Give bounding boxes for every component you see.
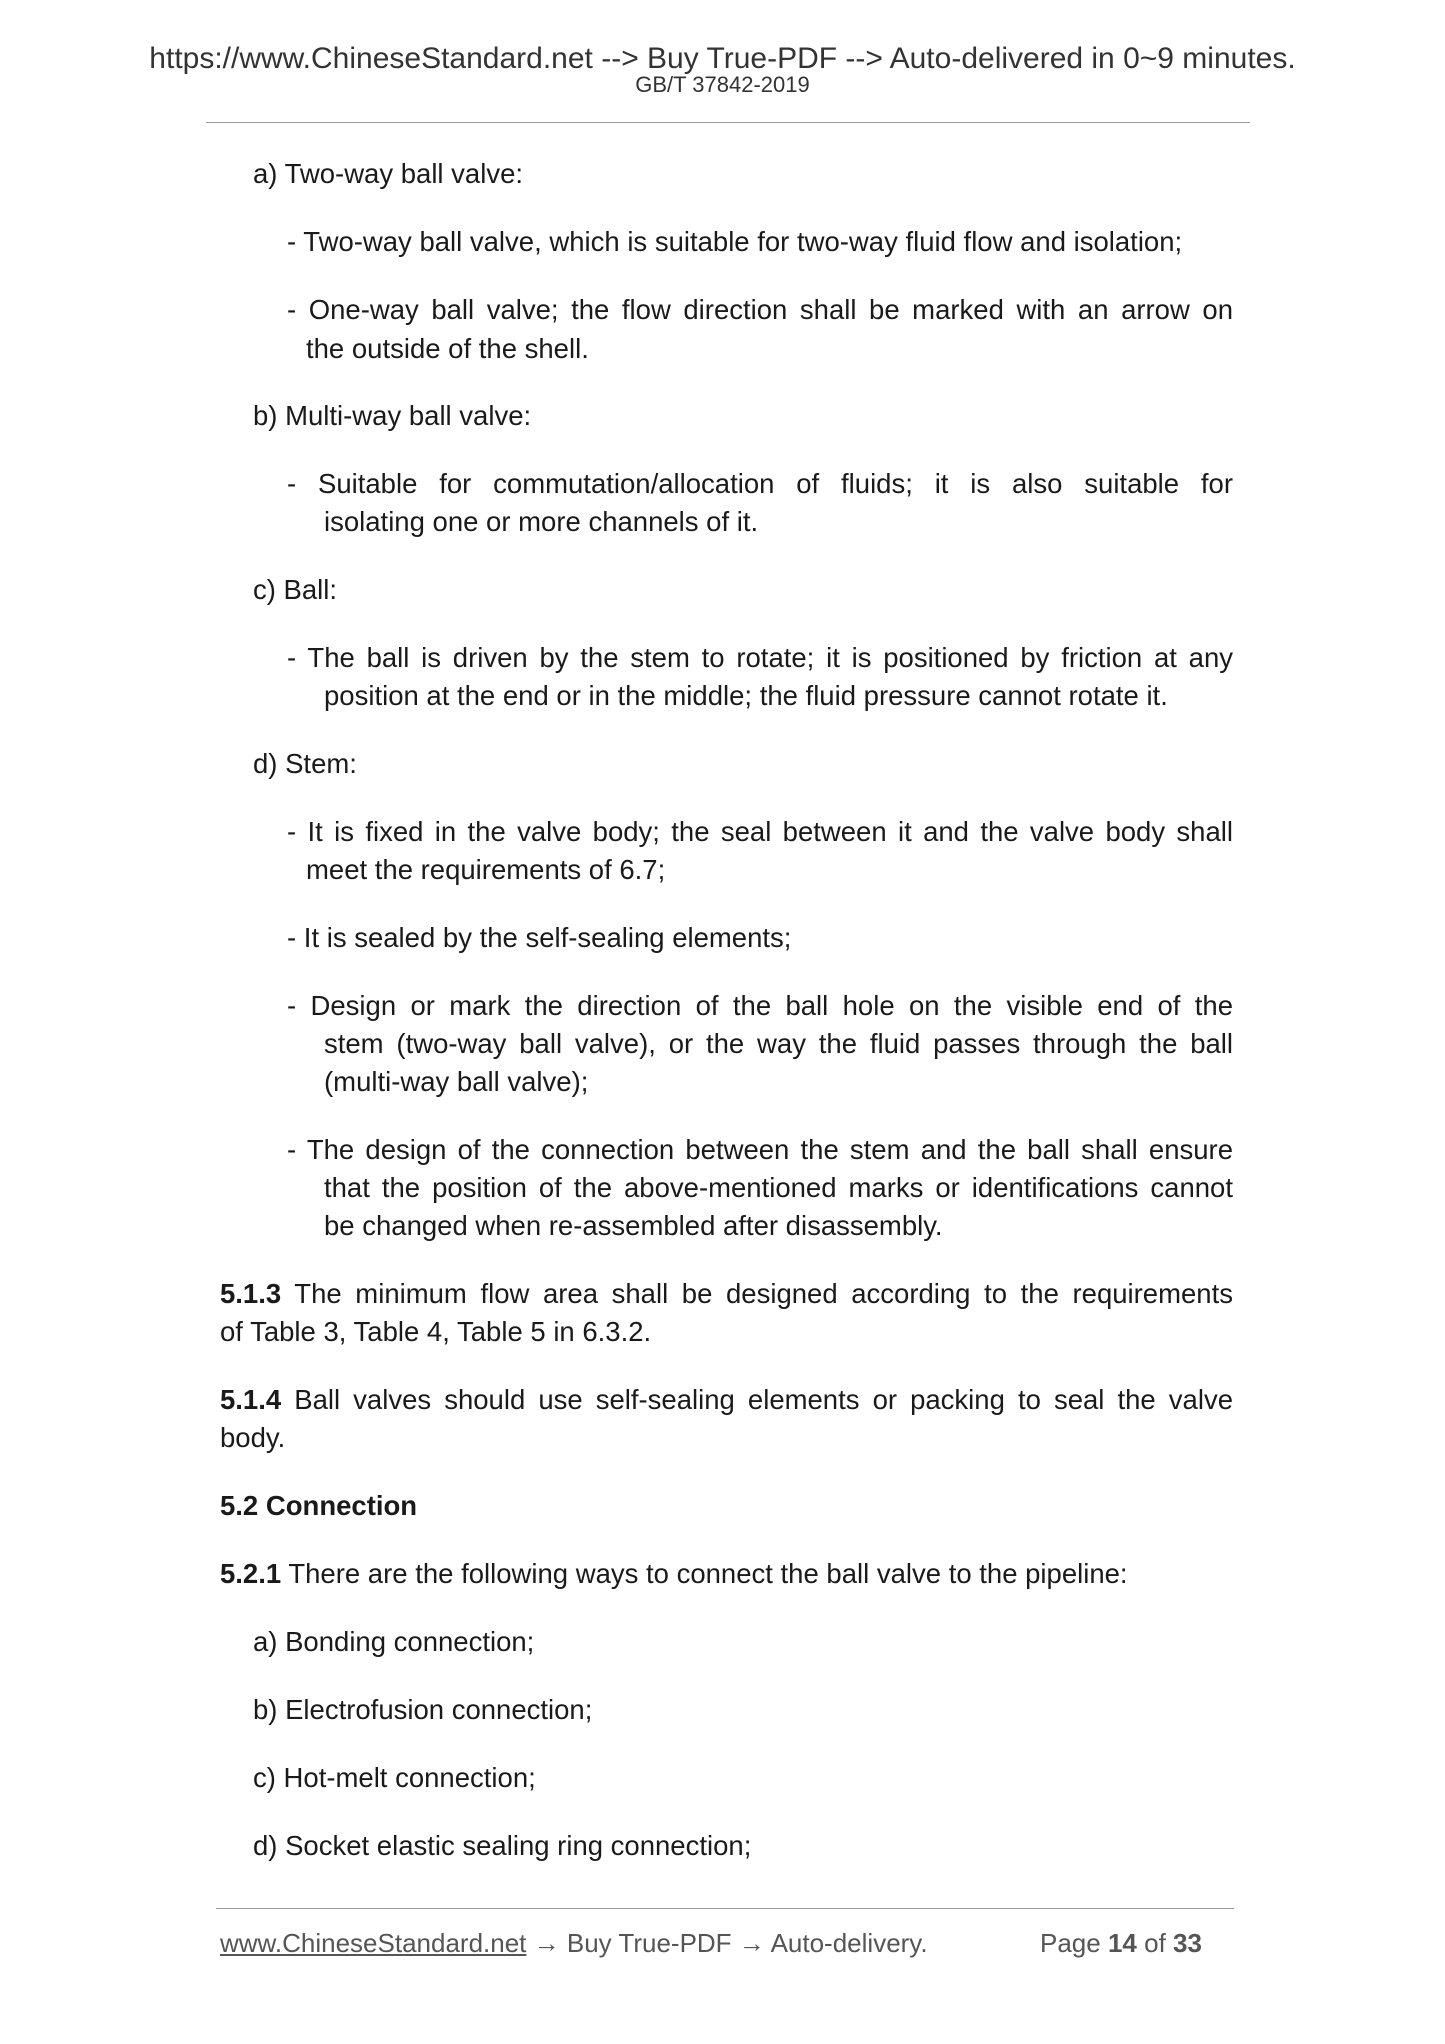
page-total: 33 xyxy=(1173,1928,1202,1958)
clause-number: 5.1.3 xyxy=(220,1278,282,1309)
bullet-two-way: - Two-way ball valve, which is suitable for two-way fluid flow and isolation; xyxy=(287,226,1183,257)
bullet-stem-mark-line3: (multi-way ball valve); xyxy=(324,1066,589,1097)
bullet-stem-sealed: - It is sealed by the self-sealing elements; xyxy=(287,922,792,953)
item-two-way-ball-valve: a) Two-way ball valve: xyxy=(253,158,524,189)
clause-5-1-4-line1 xyxy=(220,1384,1233,1416)
bullet-multi-way-line1: - Suitable for commutation/allocation of fluids; it is also suitable for xyxy=(287,468,1233,499)
bullet-stem-mark-line1: - Design or mark the direction of the ball hole on the visible end of the xyxy=(287,990,1233,1021)
of-word: of xyxy=(1144,1928,1166,1958)
bullet-multi-way-line2: isolating one or more channels of it. xyxy=(324,506,759,537)
header-divider xyxy=(206,122,1250,123)
bullet-one-way-line1: - One-way ball valve; the flow direction shall be marked with an arrow on xyxy=(287,294,1233,325)
bullet-stem-design-line1: - The design of the connection between the stem and the ball shall ensure xyxy=(287,1134,1233,1165)
bullet-stem-mark-line2: stem (two-way ball valve), or the way the fluid passes through the ball xyxy=(324,1028,1233,1059)
section-heading-connection: 5.2 Connection xyxy=(220,1490,418,1521)
footer-promo-text: → Buy True-PDF → Auto-delivery. xyxy=(526,1928,928,1958)
clause-text: There are the following ways to connect the ball valve to the pipeline: xyxy=(288,1558,1128,1589)
bullet-stem-fixed-line2: meet the requirements of 6.7; xyxy=(306,854,666,885)
footer-site-link[interactable]: www.ChineseStandard.net xyxy=(220,1928,527,1958)
item-ball: c) Ball: xyxy=(253,574,338,605)
bullet-ball-line1: - The ball is driven by the stem to rotate; it is positioned by friction at any xyxy=(287,642,1233,673)
connection-bonding: a) Bonding connection; xyxy=(253,1626,535,1657)
bullet-stem-fixed-line1: - It is fixed in the valve body; the seal between it and the valve body shall xyxy=(287,816,1233,847)
footer-divider xyxy=(216,1908,1234,1909)
clause-5-1-3-line1 xyxy=(220,1278,1233,1310)
clause-5-1-3-line2: of Table 3, Table 4, Table 5 in 6.3.2. xyxy=(220,1316,652,1347)
footer-promo xyxy=(220,1928,928,1958)
clause-text: The minimum flow area shall be designed according to the requirements xyxy=(294,1278,1233,1309)
page-word: Page xyxy=(1040,1928,1101,1958)
connection-hot-melt: c) Hot-melt connection; xyxy=(253,1762,536,1793)
bullet-ball-line2: position at the end or in the middle; the fluid pressure cannot rotate it. xyxy=(324,680,1168,711)
clause-5-1-4-line2: body. xyxy=(220,1422,286,1453)
clause-text: Ball valves should use self-sealing elements or packing to seal the valve xyxy=(294,1384,1234,1415)
item-multi-way-ball-valve: b) Multi-way ball valve: xyxy=(253,400,532,431)
bullet-stem-design-line2: that the position of the above-mentioned marks or identifications cannot xyxy=(324,1172,1233,1203)
connection-electrofusion: b) Electrofusion connection; xyxy=(253,1694,593,1725)
item-stem: d) Stem: xyxy=(253,748,357,779)
bullet-stem-design-line3: be changed when re-assembled after disassembly. xyxy=(324,1210,943,1241)
clause-number: 5.2.1 xyxy=(220,1558,282,1589)
header-banner: https://www.ChineseStandard.net --> Buy True-PDF --> Auto-delivered in 0~9 minutes. xyxy=(149,42,1296,75)
standard-number: GB/T 37842-2019 xyxy=(635,72,810,97)
bullet-one-way-line2: the outside of the shell. xyxy=(306,333,589,364)
page-indicator xyxy=(1040,1928,1202,1958)
connection-socket-ring: d) Socket elastic sealing ring connection; xyxy=(253,1830,752,1861)
page-number: 14 xyxy=(1107,1928,1137,1958)
clause-number: 5.1.4 xyxy=(220,1384,282,1415)
clause-5-2-1 xyxy=(220,1558,1128,1590)
